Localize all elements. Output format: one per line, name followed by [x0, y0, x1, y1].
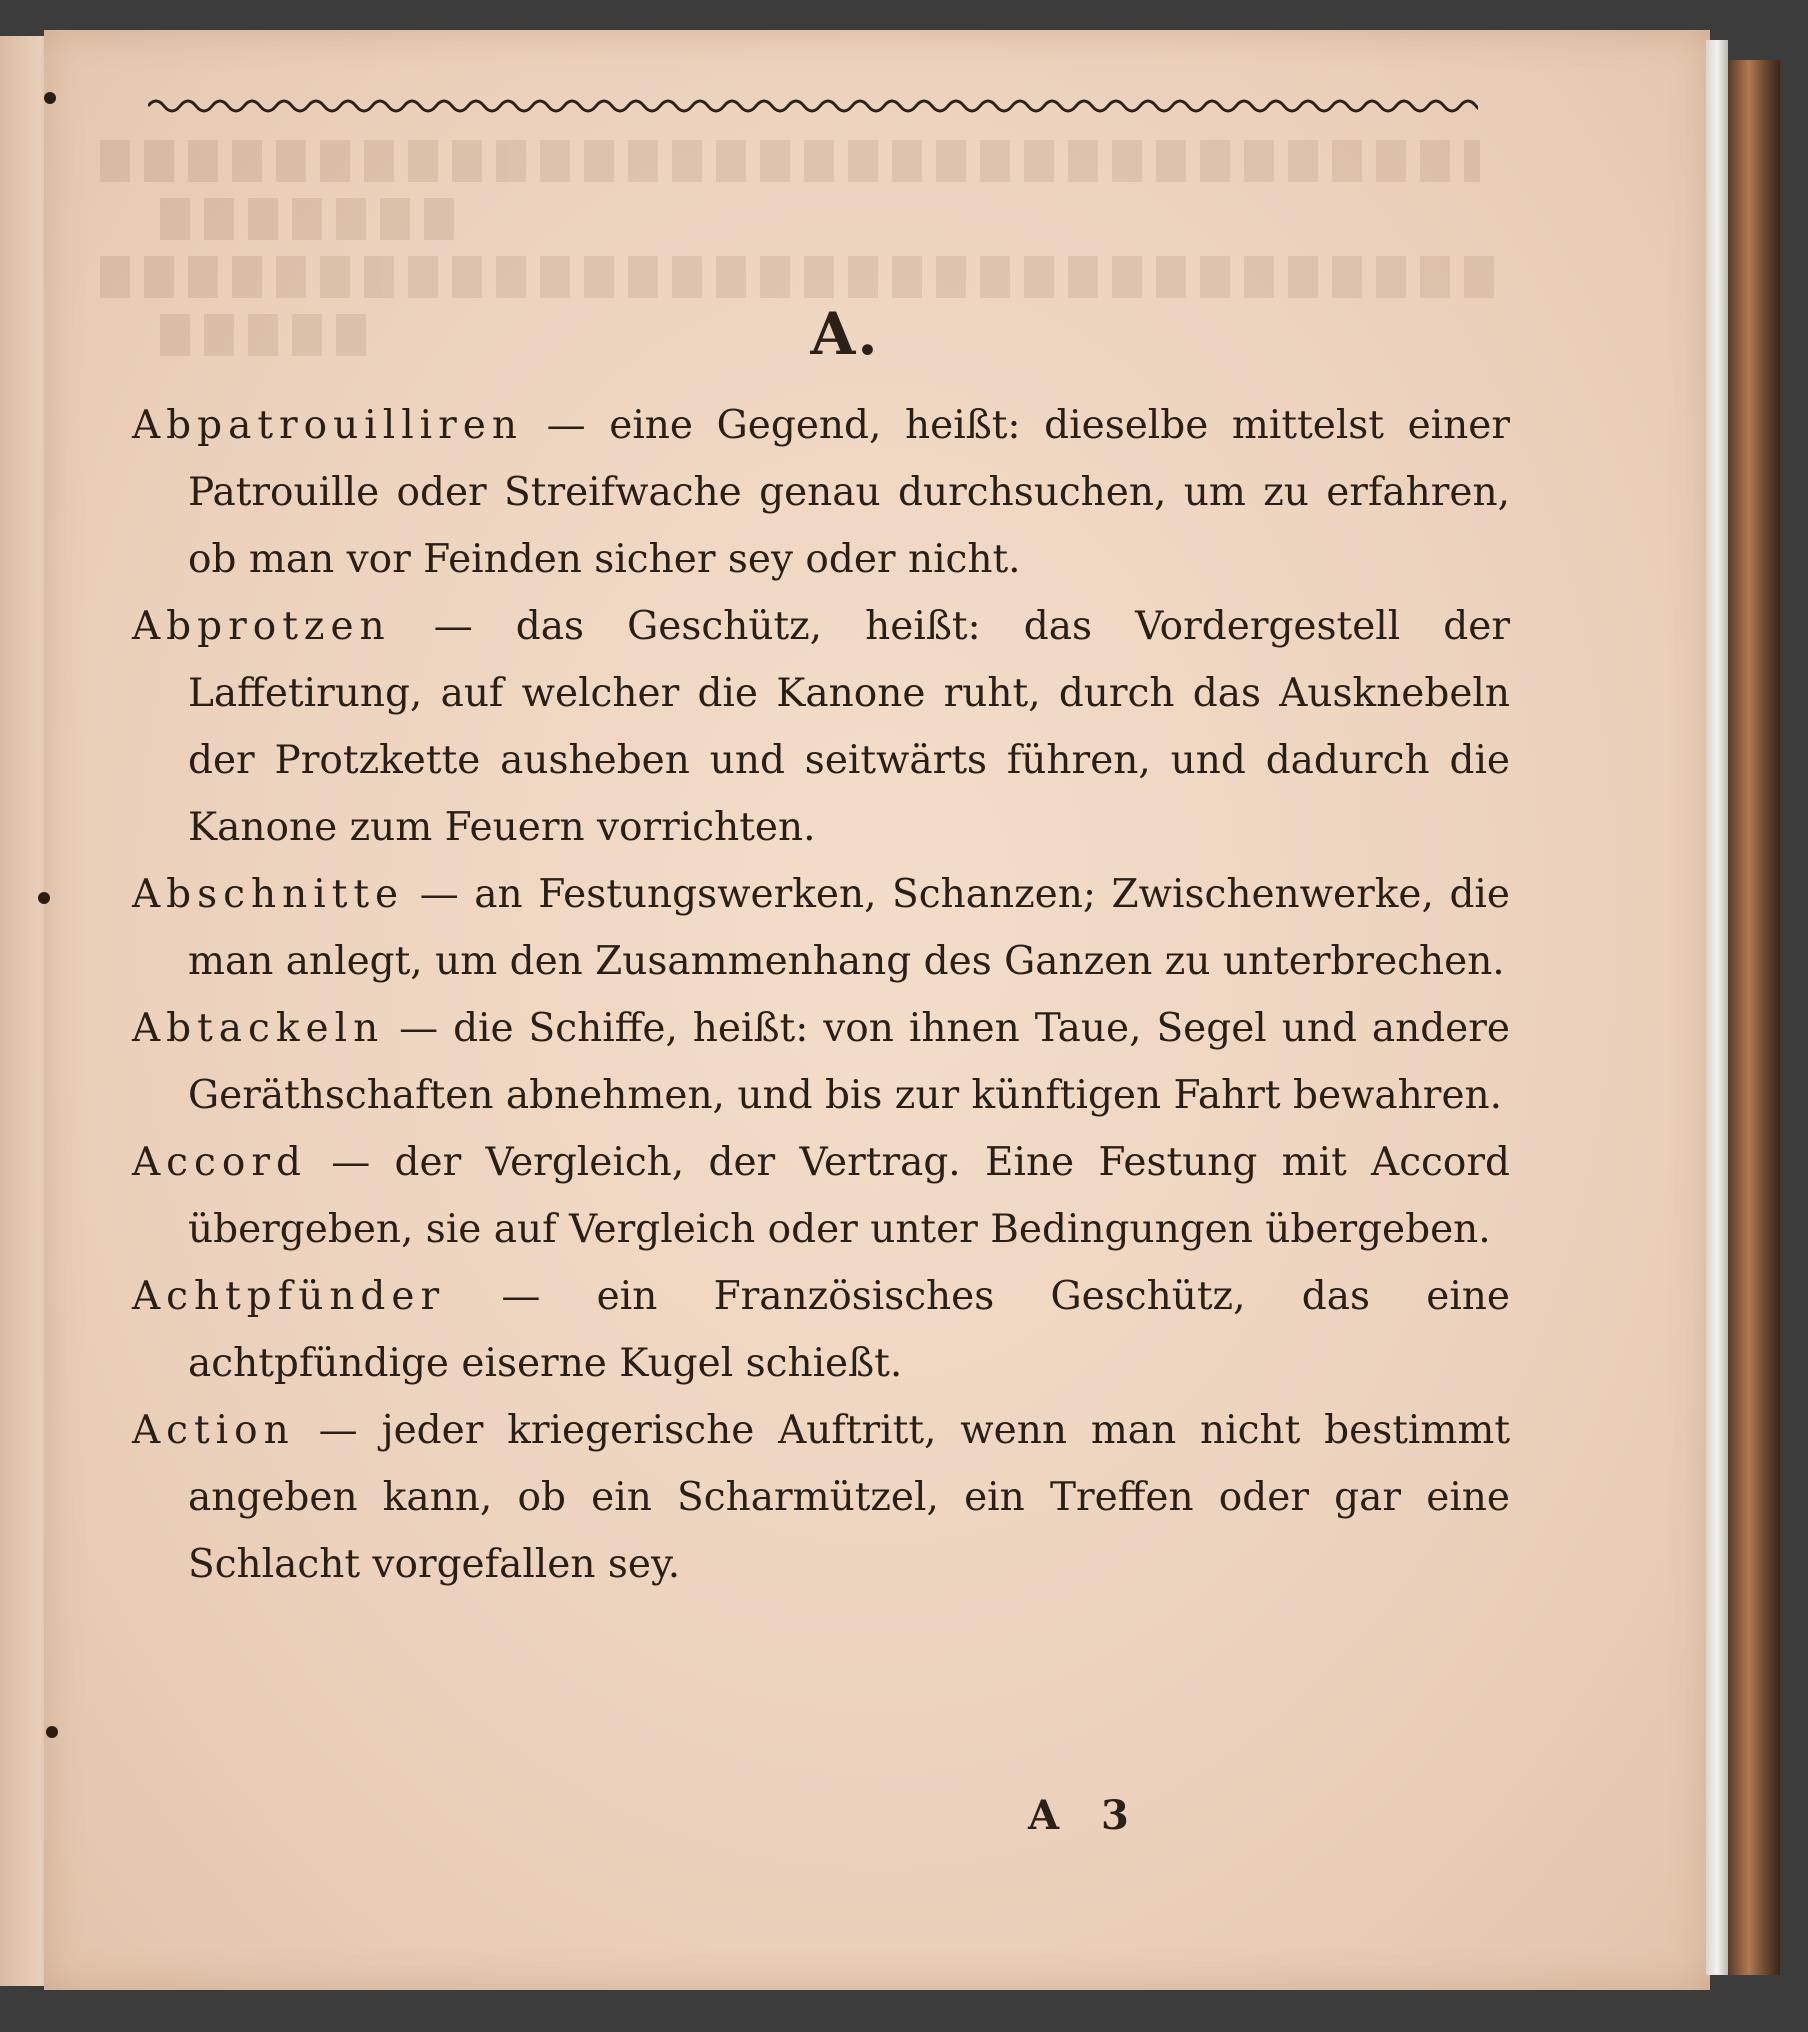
glossary-entries — [132, 392, 1510, 1598]
entry-term: Achtpfünder — [132, 1274, 446, 1319]
entry-definition: — die Schiffe, heißt: von ihnen Taue, Segel und andere Geräthschaften abnehmen, und bis zur künftigen Fahrt bewahren. — [188, 1006, 1510, 1118]
glossary-entry — [132, 995, 1510, 1129]
glossary-entry — [132, 1129, 1510, 1263]
glossary-entry — [132, 392, 1510, 593]
entry-definition: — das Geschütz, heißt: das Vordergestell der Laffetirung, auf welcher die Kanone ruht, durch das Ausknebeln der Protzkette ausheben und seitwärts führen, und dadurch die Kanone zum Feuern vorrichten. — [188, 604, 1510, 850]
entry-definition: — der Vergleich, der Vertrag. Eine Festung mit Accord übergeben, sie auf Vergleich oder unter Bedingungen übergeben. — [188, 1140, 1510, 1252]
binding-hole — [44, 92, 56, 104]
glossary-entry — [132, 1397, 1510, 1598]
entry-term: Abpatrouilliren — [132, 403, 523, 448]
binding-hole — [46, 1726, 58, 1738]
book-cover-edge — [1728, 60, 1780, 1975]
signature-mark: A 3 — [1028, 1792, 1143, 1839]
page-stack-edge — [1706, 40, 1728, 1975]
glossary-entry — [132, 1263, 1510, 1397]
section-letter-heading: A. — [810, 300, 880, 368]
decorative-rule — [148, 92, 1478, 116]
glossary-entry — [132, 593, 1510, 861]
entry-definition: — eine Gegend, heißt: dieselbe mittelst einer Patrouille oder Streifwache genau durchsuchen, um zu erfahren, ob man vor Feinden sicher sey oder nicht. — [188, 403, 1510, 582]
binding-hole — [38, 892, 50, 904]
entry-definition: — jeder kriegerische Auftritt, wenn man nicht bestimmt angeben kann, ob ein Scharmützel, ein Treffen oder gar eine Schlacht vorgefallen sey. — [188, 1408, 1510, 1587]
entry-term: Abtackeln — [132, 1006, 385, 1051]
entry-definition: — ein Französisches Geschütz, das eine achtpfündige eiserne Kugel schießt. — [188, 1274, 1510, 1386]
entry-definition: — an Festungswerken, Schanzen; Zwischenwerke, die man anlegt, um den Zusammenhang des Ganzen zu unterbrechen. — [188, 872, 1510, 984]
entry-term: Accord — [132, 1140, 307, 1185]
glossary-entry — [132, 861, 1510, 995]
entry-term: Abschnitte — [132, 872, 405, 917]
entry-term: Abprotzen — [132, 604, 391, 649]
entry-term: Action — [132, 1408, 295, 1453]
